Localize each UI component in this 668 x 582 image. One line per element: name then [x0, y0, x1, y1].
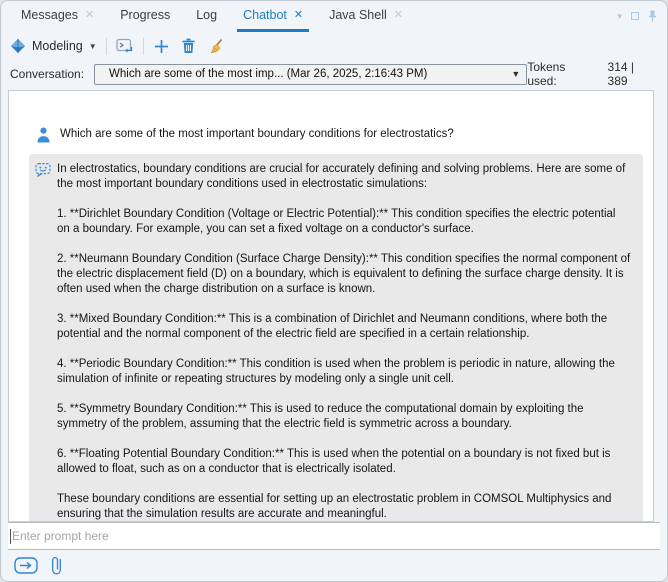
trash-icon [181, 38, 196, 54]
bot-paragraph: In electrostatics, boundary conditions are crucial for accurately defining and solving problems. Here are some of the most important boundary conditions used in electrostatic simulations: [57, 163, 626, 190]
modeling-dropdown-button[interactable] [10, 38, 97, 54]
chatbot-icon [35, 162, 51, 178]
bot-paragraph: 6. **Floating Potential Boundary Condition:** This is used when the potential on a boundary is not fixed but is allowed to float, such as on a conductor that is electrically isolated. [57, 448, 611, 475]
conversation-label: Conversation: [10, 67, 85, 81]
chat-transcript-panel[interactable] [8, 90, 654, 522]
tab-log[interactable] [190, 1, 223, 32]
tab-label: Chatbot [243, 8, 287, 22]
toolbar-separator [106, 38, 107, 55]
tab-label: Java Shell [329, 8, 387, 22]
bot-paragraph: 4. **Periodic Boundary Condition:** This condition is used when the problem is periodic in nature, allowing the simulation of infinite or repeating structures by modeling only a single unit cell. [57, 358, 615, 385]
conversation-row [1, 60, 667, 88]
pin-icon[interactable] [648, 10, 657, 22]
close-icon[interactable]: ✕ [84, 8, 95, 21]
window-controls [617, 10, 657, 22]
toolbar-separator [143, 38, 144, 55]
tab-bar [1, 1, 667, 32]
user-icon [37, 127, 50, 143]
tab-progress[interactable] [114, 1, 176, 32]
tab-label: Progress [120, 8, 171, 22]
prompt-placeholder: Enter prompt here [12, 529, 109, 543]
bot-message [29, 154, 643, 522]
bot-paragraph: 3. **Mixed Boundary Condition:** This is a combination of Dirichlet and Neumann conditions, where both the potential and the normal component of the electric field are specified in a certain relationship. [57, 313, 608, 340]
tab-java-shell[interactable] [323, 1, 409, 32]
chatbot-toolbar [1, 32, 667, 60]
tab-chatbot[interactable] [237, 1, 309, 32]
bot-paragraph: 5. **Symmetry Boundary Condition:** This is used to reduce the computational domain by exploiting the symmetry of the problem, assuming that the electric field is symmetric across a boundary. [57, 403, 584, 430]
chevron-down-icon: ▼ [511, 69, 521, 79]
send-to-java-shell-button[interactable] [116, 37, 134, 55]
tokens-label: Tokens used: [527, 60, 566, 88]
user-message-text: Which are some of the most important boundary conditions for electrostatics? [60, 128, 454, 140]
bot-paragraph: These boundary conditions are essential for setting up an electrostatic problem in COMSOL Multiphysics and ensuring that the simulation results are accurate and meaningful. [57, 493, 612, 520]
modeling-diamond-icon [10, 38, 26, 54]
conversation-select[interactable] [94, 64, 527, 85]
tokens-value: 314 | 389 [607, 60, 635, 88]
send-prompt-button[interactable] [14, 557, 38, 574]
plus-icon [154, 39, 169, 54]
close-icon[interactable]: ✕ [293, 8, 304, 21]
prompt-input[interactable] [8, 522, 660, 550]
broom-icon [207, 38, 224, 55]
close-icon[interactable]: ✕ [393, 8, 403, 21]
maximize-icon[interactable] [631, 12, 639, 20]
console-icon [116, 38, 133, 55]
prompt-actions [1, 550, 667, 581]
bot-paragraph: 2. **Neumann Boundary Condition (Surface Charge Density):** This condition specifies the normal component of the electric displacement field (D) on a boundary, which is equivalent to defining the surface charge density. It is often used when the charge distribution on a surface is known. [57, 253, 631, 295]
conversation-selected-value: Which are some of the most imp... (Mar 26, 2025, 2:16:43 PM) [109, 68, 428, 80]
chevron-down-icon: ▼ [88, 41, 97, 51]
user-message [37, 127, 639, 143]
delete-conversation-button[interactable] [180, 37, 198, 55]
clear-conversation-button[interactable] [207, 37, 225, 55]
attach-file-button[interactable] [51, 555, 62, 576]
tab-label: Messages [21, 8, 78, 22]
tokens-used [527, 60, 657, 88]
modeling-label: Modeling [32, 39, 83, 53]
chevron-down-icon[interactable]: ▾ [617, 10, 622, 21]
tab-messages[interactable] [15, 1, 100, 32]
tab-label: Log [196, 8, 218, 22]
bot-paragraph: 1. **Dirichlet Boundary Condition (Voltage or Electric Potential):** This condition specifies the electric potential on a boundary. For example, you can set a fixed voltage on a conductor's surface. [57, 208, 616, 235]
text-cursor [10, 529, 11, 544]
new-conversation-button[interactable] [153, 37, 171, 55]
